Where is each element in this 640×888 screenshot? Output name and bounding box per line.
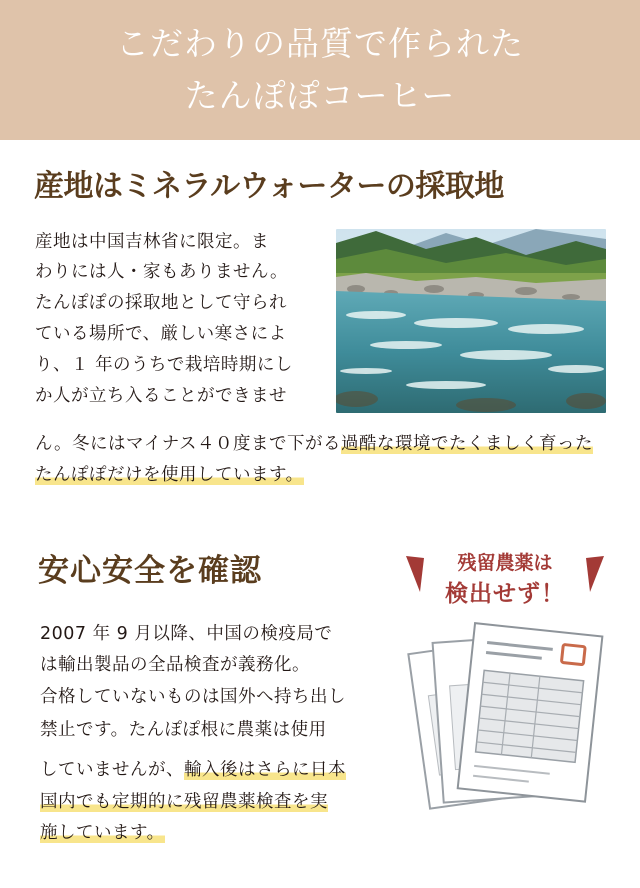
- origin-text-line: り、１ 年のうちで栽培時期にし: [35, 355, 293, 375]
- safety-text-highlight: 施しています。: [40, 823, 165, 843]
- origin-text-highlight: たんぽぽだけを使用しています。: [35, 465, 304, 485]
- safety-text-line: [40, 788, 328, 817]
- origin-text-line: か人が立ち入ることができませ: [35, 386, 287, 406]
- safety-text-highlight: 国内でも定期的に残留農薬検査を実: [40, 792, 328, 812]
- safety-text-line: [40, 756, 346, 785]
- safety-text-line: [40, 819, 165, 848]
- section-heading-safety: 安心安全を確認: [38, 553, 262, 589]
- river-photo: [336, 229, 606, 413]
- origin-text-line: ている場所で、厳しい寒さによ: [35, 324, 287, 344]
- title-banner: [0, 0, 640, 140]
- origin-text-line: 産地は中国吉林省に限定。ま: [35, 232, 269, 252]
- safety-text-line: 禁止です。たんぽぽ根に農薬は使用: [40, 720, 327, 740]
- banner-title-line2: たんぽぽコーヒー: [184, 76, 456, 115]
- origin-text-line: [35, 430, 593, 459]
- origin-text-line: [35, 461, 304, 490]
- inspection-documents-illustration: [396, 548, 614, 818]
- safety-text-line: は輸出製品の全品検査が義務化。: [40, 655, 310, 675]
- river-photo-image: [336, 229, 606, 413]
- origin-text-line: たんぽぽの採取地として守られ: [35, 293, 287, 313]
- badge-text-line2: 検出せず！: [445, 581, 565, 607]
- section-heading-origin: 産地はミネラルウォーターの採取地: [34, 169, 504, 204]
- badge-text-line1: 残留農薬は: [457, 552, 553, 574]
- origin-text-plain: ん。冬にはマイナス４０度まで下がる: [35, 434, 341, 454]
- origin-text-line: わりには人・家もありません。: [35, 262, 289, 282]
- safety-text-highlight: 輸入後はさらに日本: [184, 760, 346, 780]
- safety-text-line: 合格していないものは国外へ持ち出し: [40, 687, 346, 707]
- safety-text-plain: していませんが、: [40, 760, 184, 780]
- origin-text-highlight: 過酷な環境でたくましく育った: [341, 434, 593, 454]
- banner-title-line1: こだわりの品質で作られた: [116, 24, 524, 63]
- safety-text-line: 2007 年 9 月以降、中国の検疫局で: [40, 624, 333, 644]
